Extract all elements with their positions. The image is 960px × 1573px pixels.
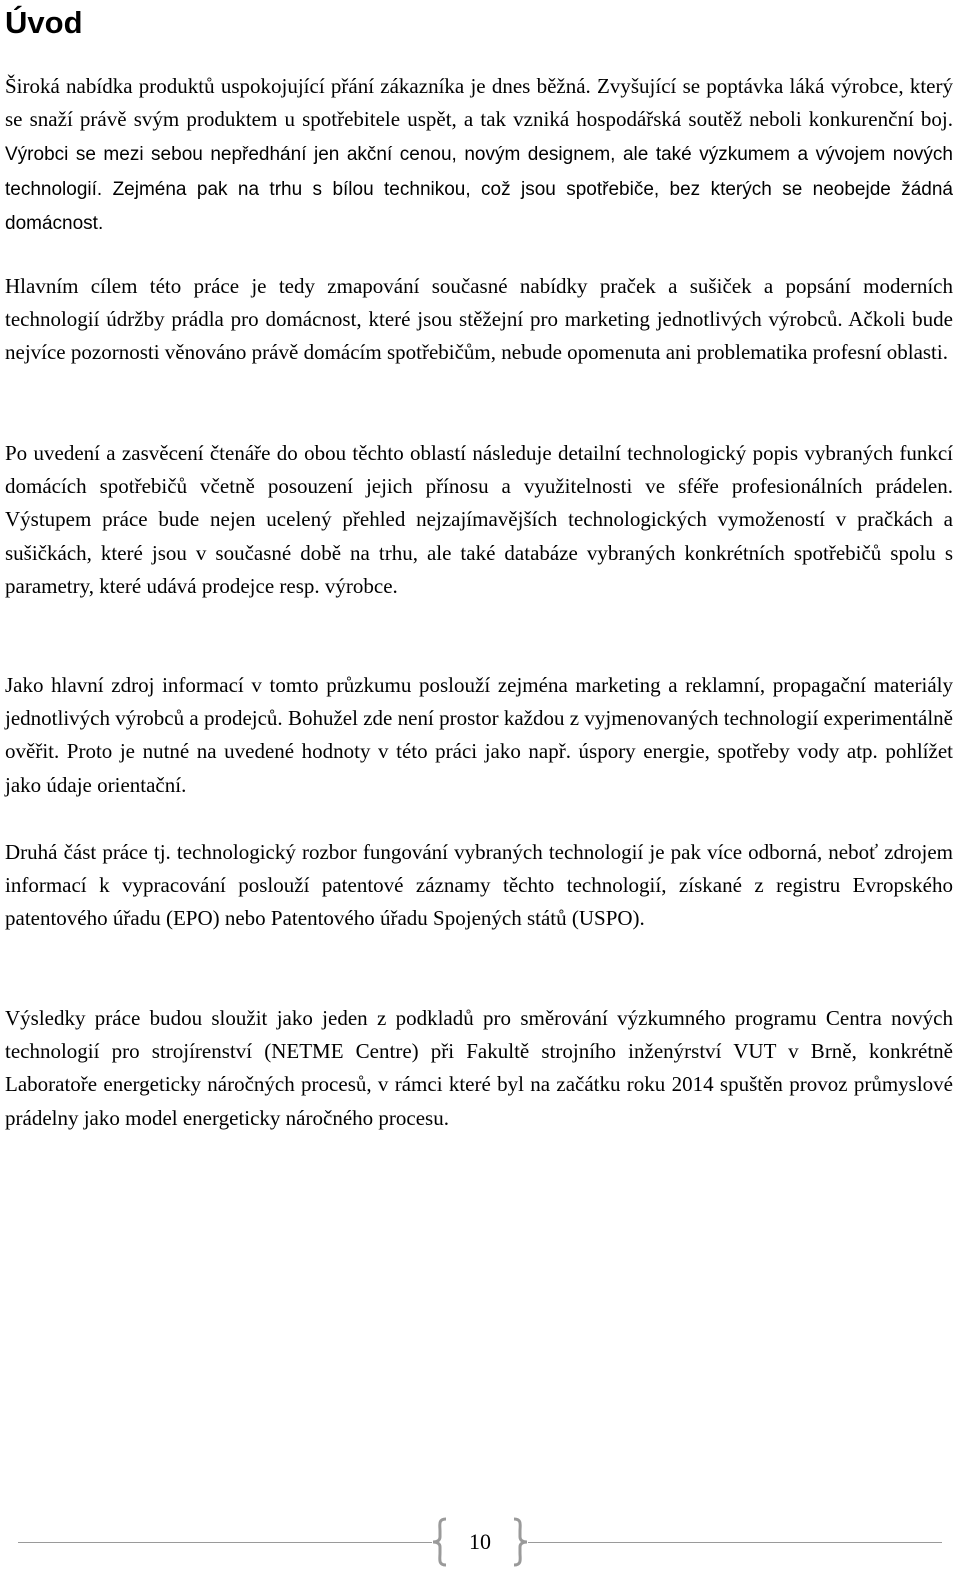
paragraph-intro-part-3: Zejména pak na trhu s bílou technikou, což jsou spotřebiče, bez kterých se neobejde žádná domácnost. (5, 178, 953, 234)
left-brace-icon (430, 1517, 452, 1567)
section-heading: Úvod (5, 5, 83, 40)
footer-rule-left (18, 1542, 432, 1543)
paragraph-technical-part: Druhá část práce tj. technologický rozbor fungování vybraných technologií je pak více odborná, neboť zdrojem informací k vypracování poslouží patentové záznamy těchto technologií, získané z registru Evropského patentového úřadu (EPO) nebo Patentového úřadu Spojených států (USPO). (5, 840, 953, 931)
paragraph-goal: Hlavním cílem této práce je tedy zmapování současné nabídky praček a sušiček a popsání moderních technologií údržby prádla pro domácnost, které jsou stěžejní pro marketing jednotlivých výrobců. Ačkoli bude nejvíce pozornosti věnováno právě domácím spotřebičům, nebude opomenuta ani problematika profesní oblasti. (5, 274, 953, 365)
paragraph-overview: Po uvedení a zasvěcení čtenáře do obou těchto oblastí následuje detailní technologický popis vybraných funkcí domácích spotřebičů včetně posouzení jejich přínosu a využitelnosti ve sféře profesionálních prádelen. Výstupem práce bude nejen ucelený přehled nejzajímavějších technologických vymožeností v pračkách a sušičkách, které jsou v současné době na trhu, ale také databáze vybraných konkrétních spotřebičů spolu s parametry, které udává prodejce resp. výrobce. (5, 441, 953, 598)
page-number: 10 (469, 1529, 491, 1554)
paragraph-results: Výsledky práce budou sloužit jako jeden z podkladů pro směrování výzkumného programu Centra nových technologií pro strojírenství (NETME Centre) při Fakultě strojního inženýrství VUT v Brně, konkrétně Laboratoře energeticky náročných procesů, v rámci které byl na začátku roku 2014 spuštěn provoz průmyslové prádelny jako model energeticky náročného procesu. (5, 1006, 953, 1130)
paragraph-intro (5, 70, 953, 240)
footer-rule-right (528, 1542, 942, 1543)
paragraph-intro-part-2: Výrobci se mezi sebou nepředhání jen akční cenou, novým designem, ale také výzkumem a vývojem nových technologií. (5, 144, 953, 200)
paragraph-sources: Jako hlavní zdroj informací v tomto průzkumu poslouží zejména marketing a reklamní, propagační materiály jednotlivých výrobců a prodejců. Bohužel zde není prostor každou z vyjmenovaných technologií experimentálně ověřit. Proto je nutné na uvedené hodnoty v této práci jako např. úspory energie, spotřeby vody atp. pohlížet jako údaje orientační. (5, 673, 953, 797)
right-brace-icon (508, 1517, 530, 1567)
paragraph-intro-part-1: Široká nabídka produktů uspokojující přání zákazníka je dnes běžná. Zvyšující se poptávka láká výrobce, který se snaží právě svým produktem u spotřebitele uspět, a tak vzniká hospodářská soutěž neboli konkurenční boj. (5, 74, 953, 132)
page-footer (0, 1515, 960, 1573)
